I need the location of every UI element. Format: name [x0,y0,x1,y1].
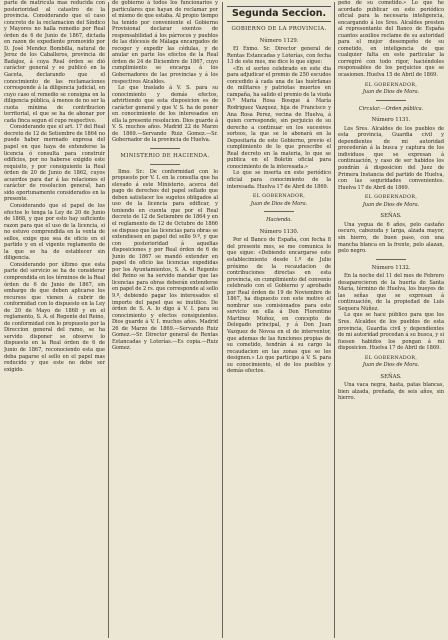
signature-name: Juan de Dios de Mora. [362,201,420,208]
column-divider [222,2,223,638]
paragraph: peño de su cometido.» Lo que he acordado publicar en este periódico oficial para la necesaria inteligencia, encargando á los Sres. Alcaldes presten al representante del Banco de España cuantos auxilios reclame de su autoridad para el mejor desempeño de su cometido, en inteligencia de que cualquier falta en este particular la corregiré con todo rigor, haciéndoles responsables de los perjuicios que se ocasionen. Huelva 15 de Abril de 1869. [338,0,444,79]
subsection-heading: Hacienda. [266,217,292,224]
paragraph: Ilmo. Sr.: De conformidad con lo propuesto por V. I. en la consulta que ha elevado á este Ministerio, acerca del pago de derechos del papel sellado que deben satisfacer los sugetos obligados al uso de la licencia para edificar, y teniendo en cuenta que por el Real decreto de 12 de Setiembre de 1864 y en el reglamento de 12 de Octubre de 1866 se dispuso que las licencias para obras se extendiesen en papel del sello 9.º, y que con posterioridad á aquellas disposiciones y por Real órden de 6 de Junio de 1867 se mandó extender en papel de oficio las licencias expedidas por los Ayuntamientos, S. A. el Regente del Reino se ha servido mandar que las licencias para obras deberán extenderse en papel de 2 rs. que corresponde al sello 9.º, debiendo pagar los interesados el importe del papel que se inutilice. De órden de S. A. lo digo á V. I. para su conocimiento y efectos consiguientes. Dios guarde á V. I. muchos años. Madrid 26 de Marzo de 1869.—Servando Ruiz Gomez.—Sr. Director general de Rentas Estancadas y Loterías.—Es copia.—Ruiz Gomez. [112,168,218,352]
separator [376,100,406,101]
senas-heading: SEÑAS. [380,373,402,380]
paragraph: Los Sres. Alcaldes de los pueblos de esta provincia, Guardia civil y dependientes de mi autoridad procederán á la busca y captura de los individuos que se expresan á continuación, y caso de ser habidos los pondrán á disposicion del Juez de Primera Instancia del partido de Huelva, con las seguridades convenientes. Huelva 17 de Abril de 1869. [338,125,444,191]
separator [150,148,180,149]
signature-title: EL GOBERNADOR, [364,194,418,201]
column-1 [4,0,105,640]
paragraph: parte de matrícula mas reducida con posterioridad al catastro de la provincia. Considerando que el caso concreto de la reclamacion del Síndico y Mayores no halla remedio por Real órden de 6 de Junio de 1867, dictada en razon de expediente promovido por D. José Mendez Bombilla, natural de Jerez de los Caballeros, provincia de Badajoz, á cuya Real órden se dió carácter general y se publicó en la Gaceta, declarando que el conocimiento de las reclamaciones corresponde á la diligencia judicial, en cuyo caso el remedio se consigna en la diligencia pública, á menos de no ser la cuota mínima de contribucion territorial, el que se ha de abonar por cada finca segun el cupo respectivo. [4,0,105,124]
signature-title: EL GOBERNADOR, [252,193,306,200]
senas-heading: SEÑAS. [380,213,402,220]
paragraph: Lo que se hace público para que los Sres. Alcaldes de los pueblos de esta provincia, Guardia civil y dependientes de mi autoridad procedan á su busca, y si fuesen habidos los pongan á mi disposicion. Huelva 17 de Abril de 1869. [338,312,444,352]
item-number: Número 1130. [259,228,299,235]
paragraph: Considerando por último que esta parte del servicio se ha de considerar comprendida en los términos de la Real órden de 6 de Junio de 1867, sin embargo de que deben aplicarse los recursos que vienen á cubrir de conformidad con lo dispuesto en la Ley de 20 de Mayo de 1868 y en el reglamento, S. A. el Regente del Reino, de conformidad con lo propuesto por la Direccion general del ramo, se ha servido disponer se observe lo dispuesto en la Real órden de 6 de Junio de 1867, reconociendo esta que deba pagarse el sello en el papel mas reducido y que este no debe ser exigido. [4,261,105,373]
section-title: Segunda Seccion. [227,6,331,22]
circular-heading: Circular.—Orden pública. [358,105,424,112]
ministry-heading: MINISTERIO DE HACIENDA. [120,153,210,160]
paragraph: Lo que se inserta en este periódico oficial para conocimiento de la interesada. Huelva 17 de Abril de 1869. [227,170,331,190]
column-2 [112,0,218,640]
column-divider [334,2,335,638]
signature-name: Juan de Dios de Mora. [250,200,308,207]
signature-name: Juan de Dios de Mora. [362,362,420,369]
column-divider [108,2,109,638]
separator [376,259,406,260]
paragraph: de gobierno á todos los funcionarios y particulares que hayan de reclamar por el mismo de que estaba. Al propio tiempo ha tenido por conveniente el Gobierno Provisional declarar exentos de responsabilidad á los párrocos y pueblos de las diócesis de Málaga encargados de recoger y expedir las cédulas, y de anular en parte los efectos de la Real órden de 24 de Diciembre de 1867, cuyo cumplimiento se encarga á los Gobernadores de las provincias y á los respectivos Alcaldes. [112,0,218,85]
column-3 [227,0,331,640]
paragraph: Por el Banco de España, con fecha 8 del presente mes, se me comunica lo que sigue: «Debiendo encargarse este establecimiento desde 1.º de Julio próximo de la recaudacion de contribuciones directas en esta provincia, en cumplimiento del convenio celebrado con el Gobierno y aprobado por Real órden de 19 de Noviembre de 1867, ha dispuesto con este motivo el nombrar sus comisionados para este servicio en ella á Don Florentino Martinez Muñoz, en concepto de Delegado principal, y á Don Juan Vazquez de Novoa en el de interventor, que ademas de las funciones propias de su cometido, tendrán á su cargo la recaudacion en las zonas que se les designen.» Lo que participo á V. S. para su conocimiento, el de los pueblos y demás efectos. [227,237,331,375]
paragraph: En la noche del 11 del mes de Febrero desaparecieron de la huerta de Santa María, término de Huelva, los bueyes de las señas que se expresan á continuación, de la propiedad de Luis Sequera Núñez. [338,273,444,312]
paragraph: Considerando que el art. 17 del Real decreto de 12 de Setiembre de 1864 no puede haber mermado expresa del papel en que haya de extenderse la licencia ó consulta para construir edificios, por no haberse exigido este requisito, y por consiguiente la Real órden de 20 de Junio de 1862, cuyos acuerdos para dar á las relaciones el carácter de resolucion general, han sido oportunamente considerados en la presente. [4,124,105,203]
paragraph: Considerando que el papel de los efectos lo tenga la Ley de 20 de Junio de 1868, y que por esto hay suficiente razon para que el uso de la licencia, si no estuvo comprendida en la venta de sellos, exige que sea de oficio en el partido y en el vigente reglamento de la que se ha de establecer sin diligencia. [4,202,105,262]
separator [264,211,294,212]
item-number: Número 1129. [259,37,299,44]
signature-name: Juan de Dios de Mora. [362,89,420,96]
item-number: Número 1131. [371,117,411,124]
separator [150,164,180,165]
paragraph: El Exmo. Sr. Director general de Rentas Estancadas y Loterías, con fecha 13 de este mes, me dice lo que sigue: [227,46,331,66]
paragraph: «En el sorteo celebrado en este dia para adjudicar el premio de 250 escudos concedido á cada una de las huérfanas de militares y patriotas muertos en campaña, ha salido el premio de la viuda D.ª María Rosa Bosque á María Rodriguez Vazquez, hija de Francisco y Ana Rosa Perez, vecina de Huelva, á quien corresponde, sin perjuicio de su derecho a continuar en los sucesivos sorteos, la que se le abonará en la Depositaría de este Gobierno, previo el cumplimiento de lo que prescribe el Real decreto en la materia, lo que se publica en el Boletín oficial para conocimiento de la interesada.» [227,65,331,170]
signature-title: EL GOBERNADOR, [364,81,418,88]
section-subtitle: GOBIERNO DE LA PROVINCIA. [231,26,327,32]
paragraph: Una vaca negra, hasta, patas blancas, bien alzada, preñada, de seis años, sin hierro. [338,382,444,402]
signature-title: EL GOBERNADOR, [364,354,418,361]
item-number: Número 1132. [371,264,411,271]
paragraph: Lo que traslado á V. S. para su conocimiento y demás efectos, advirtiendo que esta disposicion es de carácter general y que V. S. ha de poner en conocimiento de los interesados en ella la presente resolucion. Dios guarde á V. S. muchos años. Madrid 22 de Marzo de 1869.—Servando Ruiz Gomez.—Sr. Gobernador de la provincia de Huelva. [112,85,218,144]
column-4 [338,0,444,640]
paragraph: Una yegua de 6 años, pelo castaño oscuro, cabezuda y larga, alzada mayor, sin hierro, de buen paso, con una mancha blanca en la frente, pelo alazan, pelo negro. [338,221,444,255]
